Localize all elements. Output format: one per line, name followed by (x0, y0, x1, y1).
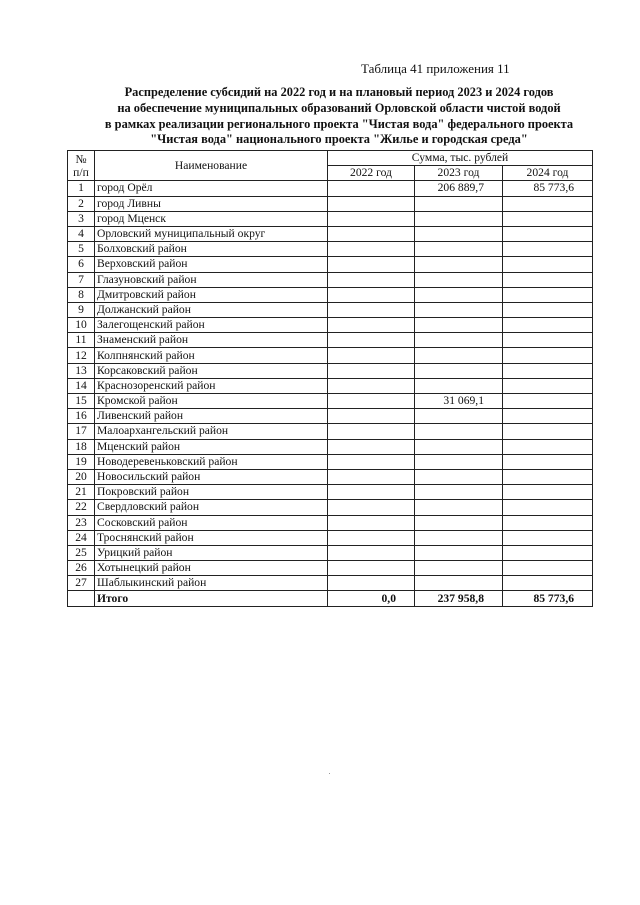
row-value-2024 (503, 242, 593, 257)
row-name: Кромской район (95, 394, 328, 409)
row-number: 27 (68, 576, 95, 591)
row-name: Хотынецкий район (95, 561, 328, 576)
row-value-2024 (503, 363, 593, 378)
row-value-2022 (328, 530, 415, 545)
row-value-2022 (328, 302, 415, 317)
row-value-2022 (328, 378, 415, 393)
row-number: 13 (68, 363, 95, 378)
row-value-2023 (415, 515, 503, 530)
row-number: 12 (68, 348, 95, 363)
row-name: Ливенский район (95, 409, 328, 424)
row-value-2022 (328, 333, 415, 348)
row-number: 9 (68, 302, 95, 317)
row-value-2023 (415, 409, 503, 424)
row-value-2023 (415, 272, 503, 287)
row-value-2022 (328, 409, 415, 424)
row-value-2024 (503, 196, 593, 211)
row-name: город Мценск (95, 211, 328, 226)
row-name: город Орёл (95, 181, 328, 196)
row-value-2023 (415, 545, 503, 560)
row-value-2023 (415, 454, 503, 469)
table-row (68, 394, 593, 409)
row-value-2022 (328, 348, 415, 363)
row-value-2023 (415, 318, 503, 333)
row-value-2023: 31 069,1 (415, 394, 503, 409)
row-value-2022 (328, 287, 415, 302)
row-number: 4 (68, 226, 95, 241)
row-value-2022 (328, 211, 415, 226)
row-value-2022 (328, 515, 415, 530)
row-value-2022 (328, 500, 415, 515)
table-row (68, 348, 593, 363)
row-name: Колпнянский район (95, 348, 328, 363)
row-value-2022 (328, 196, 415, 211)
row-name: Верховский район (95, 257, 328, 272)
total-2022: 0,0 (328, 591, 415, 606)
row-value-2023 (415, 500, 503, 515)
row-name: Новосильский район (95, 469, 328, 484)
row-name: Шаблыкинский район (95, 576, 328, 591)
table-row (68, 485, 593, 500)
row-number: 5 (68, 242, 95, 257)
row-number: 18 (68, 439, 95, 454)
table-row (68, 318, 593, 333)
total-2024: 85 773,6 (503, 591, 593, 606)
row-value-2023: 206 889,7 (415, 181, 503, 196)
row-value-2024 (503, 226, 593, 241)
row-number: 3 (68, 211, 95, 226)
table-row (68, 378, 593, 393)
name-header: Наименование (95, 151, 328, 181)
row-value-2022 (328, 181, 415, 196)
row-value-2022 (328, 424, 415, 439)
scan-speck (329, 773, 330, 774)
table-row (68, 424, 593, 439)
row-name: Мценский район (95, 439, 328, 454)
row-name: Новодеревеньковский район (95, 454, 328, 469)
row-number: 21 (68, 485, 95, 500)
year-header-2022: 2022 год (328, 166, 415, 181)
row-number: 24 (68, 530, 95, 545)
table-row (68, 242, 593, 257)
title-line: Распределение субсидий на 2022 год и на плановый период 2023 и 2024 годов (124, 85, 554, 99)
row-value-2023 (415, 226, 503, 241)
row-number: 15 (68, 394, 95, 409)
table-row (68, 500, 593, 515)
subsidy-table (67, 150, 593, 607)
table-row (68, 181, 593, 196)
row-value-2024 (503, 287, 593, 302)
table-row (68, 409, 593, 424)
row-number: 22 (68, 500, 95, 515)
row-value-2023 (415, 530, 503, 545)
row-number: 10 (68, 318, 95, 333)
row-value-2024 (503, 469, 593, 484)
title-line: на обеспечение муниципальных образований Орловской области чистой водой (117, 100, 561, 115)
row-name: Покровский район (95, 485, 328, 500)
table-row (68, 439, 593, 454)
row-number: 25 (68, 545, 95, 560)
row-name: Малоархангельский район (95, 424, 328, 439)
table-row (68, 287, 593, 302)
row-name: Свердловский район (95, 500, 328, 515)
header-row (68, 151, 593, 166)
row-value-2022 (328, 242, 415, 257)
row-value-2022 (328, 394, 415, 409)
row-value-2023 (415, 333, 503, 348)
row-name: Краснозоренский район (95, 378, 328, 393)
title-line: "Чистая вода" национального проекта "Жилье и городская среда" (150, 132, 528, 147)
row-value-2022 (328, 485, 415, 500)
table-row (68, 363, 593, 378)
row-value-2022 (328, 561, 415, 576)
row-value-2024 (503, 561, 593, 576)
row-value-2022 (328, 454, 415, 469)
row-value-2023 (415, 424, 503, 439)
row-value-2022 (328, 545, 415, 560)
table-row (68, 302, 593, 317)
row-value-2022 (328, 363, 415, 378)
table-row (68, 226, 593, 241)
total-row (68, 591, 593, 606)
total-2023: 237 958,8 (415, 591, 503, 606)
title-line: в рамках реализации регионального проекта "Чистая вода" федерального проекта (104, 116, 574, 131)
row-name: Залегощенский район (95, 318, 328, 333)
row-number: 16 (68, 409, 95, 424)
row-value-2023 (415, 469, 503, 484)
row-value-2024 (503, 576, 593, 591)
year-header-2024: 2024 год (503, 166, 593, 181)
row-value-2024 (503, 454, 593, 469)
row-value-2023 (415, 257, 503, 272)
row-value-2022 (328, 257, 415, 272)
row-number: 8 (68, 287, 95, 302)
table-row (68, 530, 593, 545)
row-value-2024 (503, 500, 593, 515)
row-value-2024 (503, 545, 593, 560)
number-header-line1: № (75, 152, 87, 166)
row-number: 11 (68, 333, 95, 348)
row-value-2024 (503, 378, 593, 393)
row-value-2024 (503, 318, 593, 333)
table-row (68, 515, 593, 530)
row-value-2023 (415, 348, 503, 363)
row-value-2023 (415, 378, 503, 393)
row-value-2023 (415, 211, 503, 226)
row-value-2024 (503, 348, 593, 363)
table-row (68, 454, 593, 469)
row-value-2023 (415, 439, 503, 454)
table-row (68, 576, 593, 591)
table-row (68, 333, 593, 348)
row-value-2024: 85 773,6 (503, 181, 593, 196)
row-value-2022 (328, 576, 415, 591)
table-row (68, 257, 593, 272)
row-value-2022 (328, 318, 415, 333)
row-value-2023 (415, 561, 503, 576)
table-row (68, 272, 593, 287)
row-value-2024 (503, 409, 593, 424)
year-header-2023: 2023 год (415, 166, 503, 181)
row-number: 1 (68, 181, 95, 196)
row-number: 17 (68, 424, 95, 439)
row-value-2023 (415, 363, 503, 378)
row-value-2024 (503, 439, 593, 454)
table-row (68, 469, 593, 484)
row-value-2023 (415, 242, 503, 257)
row-value-2024 (503, 515, 593, 530)
row-value-2024 (503, 485, 593, 500)
row-value-2022 (328, 226, 415, 241)
table-body (68, 181, 593, 591)
table-row (68, 211, 593, 226)
row-value-2022 (328, 272, 415, 287)
row-number: 26 (68, 561, 95, 576)
document-title (60, 85, 618, 148)
row-number: 6 (68, 257, 95, 272)
row-number: 20 (68, 469, 95, 484)
row-value-2023 (415, 576, 503, 591)
row-name: Урицкий район (95, 545, 328, 560)
row-name: Дмитровский район (95, 287, 328, 302)
row-value-2024 (503, 530, 593, 545)
row-value-2023 (415, 302, 503, 317)
row-number: 23 (68, 515, 95, 530)
sum-header: Сумма, тыс. рублей (328, 151, 593, 166)
row-value-2024 (503, 257, 593, 272)
row-value-2024 (503, 272, 593, 287)
row-name: Глазуновский район (95, 272, 328, 287)
number-header-line2: п/п (73, 165, 89, 179)
total-label: Итого (95, 591, 328, 606)
row-number: 14 (68, 378, 95, 393)
row-number: 7 (68, 272, 95, 287)
row-name: Сосковский район (95, 515, 328, 530)
row-value-2022 (328, 469, 415, 484)
table-row (68, 196, 593, 211)
row-value-2024 (503, 424, 593, 439)
row-value-2024 (503, 333, 593, 348)
total-number-cell (68, 591, 95, 606)
row-value-2024 (503, 394, 593, 409)
row-name: Орловский муниципальный округ (95, 226, 328, 241)
row-value-2022 (328, 439, 415, 454)
row-value-2023 (415, 287, 503, 302)
table-row (68, 545, 593, 560)
row-name: город Ливны (95, 196, 328, 211)
table-caption: Таблица 41 приложения 11 (361, 61, 510, 76)
row-value-2024 (503, 211, 593, 226)
row-value-2023 (415, 196, 503, 211)
table-row (68, 561, 593, 576)
row-name: Корсаковский район (95, 363, 328, 378)
row-value-2024 (503, 302, 593, 317)
row-name: Троснянский район (95, 530, 328, 545)
row-number: 2 (68, 196, 95, 211)
number-header (68, 151, 95, 181)
row-name: Болховский район (95, 242, 328, 257)
row-value-2023 (415, 485, 503, 500)
row-name: Должанский район (95, 302, 328, 317)
row-name: Знаменский район (95, 333, 328, 348)
row-number: 19 (68, 454, 95, 469)
